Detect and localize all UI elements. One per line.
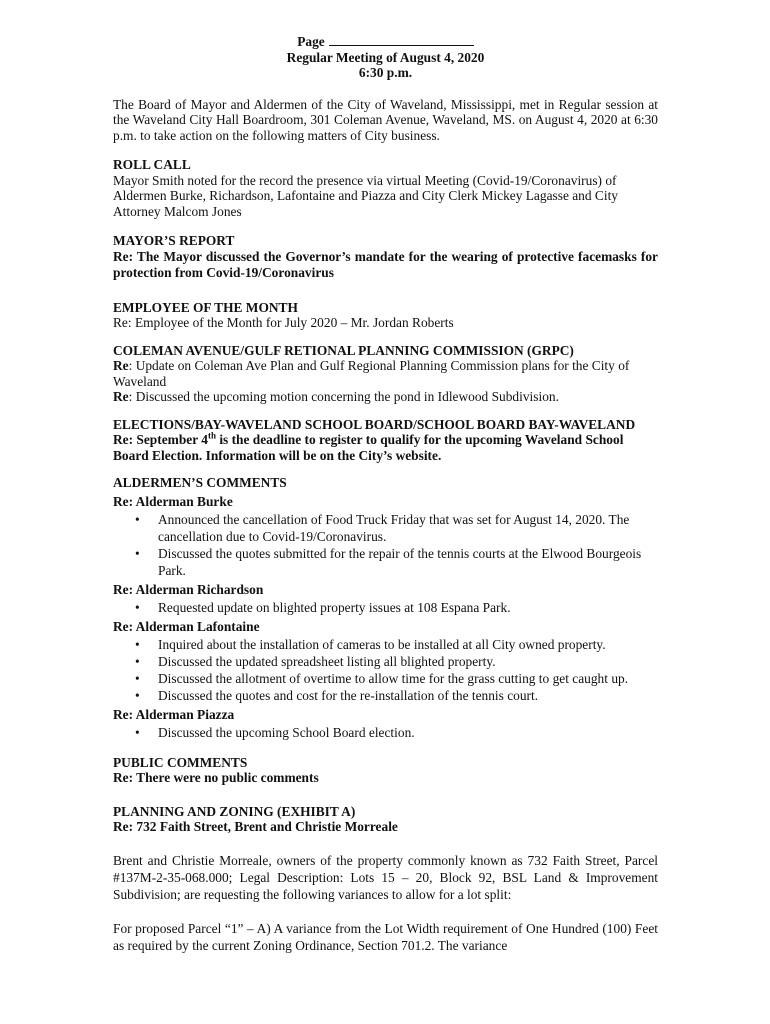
grpc-re-1 xyxy=(113,358,658,389)
alderman-burke-list xyxy=(113,511,658,579)
alderman-burke-label: Re: Alderman Burke xyxy=(113,493,233,509)
elections-heading: ELECTIONS/BAY-WAVELAND SCHOOL BOARD/SCHOOL BOARD BAY-WAVELAND xyxy=(113,416,636,432)
planning-zoning-heading: PLANNING AND ZONING (EXHIBIT A) xyxy=(113,803,356,819)
list-item: • Inquired about the installation of cameras to be installed at all City owned property. xyxy=(113,636,658,653)
planning-zoning-section xyxy=(113,804,658,954)
mayors-report-section xyxy=(113,233,658,282)
elections-text-end: is the deadline to register to qualify for the upcoming Waveland School Board Election. Information will be on the City’s website. xyxy=(113,432,624,463)
alderman-piazza-list xyxy=(113,724,658,741)
grpc-heading: COLEMAN AVENUE/GULF RETIONAL PLANNING COMMISSION (GRPC) xyxy=(113,342,574,358)
planning-zoning-paragraph-1: Brent and Christie Morreale, owners of the property commonly known as 732 Faith Street, Parcel #137M-2-35-068.000; Legal Description: Lots 15 – 20, Block 92, BSL Land & Improvement Subdivision; are requesting the following variances to allow for a lot split: xyxy=(113,852,658,902)
aldermen-comments-heading: ALDERMEN’S COMMENTS xyxy=(113,475,287,490)
alderman-lafontaine-label: Re: Alderman Lafontaine xyxy=(113,618,260,634)
public-comments-heading: PUBLIC COMMENTS xyxy=(113,754,248,770)
grpc-section xyxy=(113,343,658,405)
document-header xyxy=(113,34,658,81)
public-comments-text: Re: There were no public comments xyxy=(113,770,319,785)
mayors-report-text: Re: The Mayor discussed the Governor’s mandate for the wearing of protective facemasks for protection from Covid-19/Coronavirus xyxy=(113,248,658,280)
alderman-lafontaine-list xyxy=(113,636,658,704)
list-item: • Discussed the quotes submitted for the repair of the tennis courts at the Elwood Bourgeois Park. xyxy=(113,545,658,579)
elections-text-start: Re: September 4 xyxy=(113,432,208,447)
grpc-re-1-text: : Update on Coleman Ave Plan and Gulf Regional Planning Commission plans for the City of Waveland xyxy=(113,358,630,389)
elections-superscript: th xyxy=(207,430,216,441)
elections-section xyxy=(113,417,658,464)
intro-paragraph: The Board of Mayor and Aldermen of the City of Waveland, Mississippi, met in Regular session at the Waveland City Hall Boardroom, 301 Coleman Avenue, Waveland, MS. on August 4, 2020 at 6:30 p.m. to take action on the following matters of City business. xyxy=(113,96,658,143)
public-comments-section xyxy=(113,755,658,786)
employee-of-month-text: Re: Employee of the Month for July 2020 – Mr. Jordan Roberts xyxy=(113,315,454,330)
meeting-time: 6:30 p.m. xyxy=(358,65,413,80)
employee-of-month-heading: EMPLOYEE OF THE MONTH xyxy=(113,299,298,315)
employee-of-month-section xyxy=(113,300,658,331)
roll-call-text: Mayor Smith noted for the record the presence via virtual Meeting (Covid-19/Coronavirus) of Aldermen Burke, Richardson, Lafontaine and Piazza and City Clerk Mickey Lagasse and City Attorney Malcom Jones xyxy=(113,172,618,219)
page-number-blank xyxy=(329,34,474,46)
list-item: • Discussed the allotment of overtime to allow time for the grass cutting to get caught up. xyxy=(113,670,658,687)
grpc-re-2-label: Re xyxy=(113,389,129,404)
grpc-re-2-text: : Discussed the upcoming motion concerning the pond in Idlewood Subdivision. xyxy=(128,389,559,404)
page-number-line xyxy=(113,34,658,50)
alderman-richardson-label: Re: Alderman Richardson xyxy=(113,581,264,597)
page-label: Page xyxy=(297,34,325,49)
roll-call-section xyxy=(113,157,658,219)
aldermen-comments-section xyxy=(113,475,658,741)
list-item: • Announced the cancellation of Food Truck Friday that was set for August 14, 2020. The cancellation due to Covid-19/Coronavirus. xyxy=(113,511,658,545)
list-item: • Requested update on blighted property issues at 108 Espana Park. xyxy=(113,599,658,616)
mayors-report-heading: MAYOR’S REPORT xyxy=(113,233,235,248)
minutes-page xyxy=(113,34,658,954)
meeting-title: Regular Meeting of August 4, 2020 xyxy=(286,49,485,65)
list-item: • Discussed the upcoming School Board election. xyxy=(113,724,658,741)
list-item: • Discussed the quotes and cost for the re-installation of the tennis court. xyxy=(113,687,658,704)
list-item: • Discussed the updated spreadsheet listing all blighted property. xyxy=(113,653,658,670)
grpc-re-1-label: Re xyxy=(113,358,129,373)
planning-zoning-re: Re: 732 Faith Street, Brent and Christie Morreale xyxy=(113,819,398,834)
alderman-richardson-list xyxy=(113,599,658,616)
roll-call-heading: ROLL CALL xyxy=(113,157,191,172)
planning-zoning-paragraph-2: For proposed Parcel “1” – A) A variance from the Lot Width requirement of One Hundred (100) Feet as required by the current Zoning Ordinance, Section 701.2. The variance xyxy=(113,920,658,953)
grpc-re-2 xyxy=(113,389,658,405)
elections-text xyxy=(113,432,658,463)
alderman-piazza-label: Re: Alderman Piazza xyxy=(113,706,235,722)
